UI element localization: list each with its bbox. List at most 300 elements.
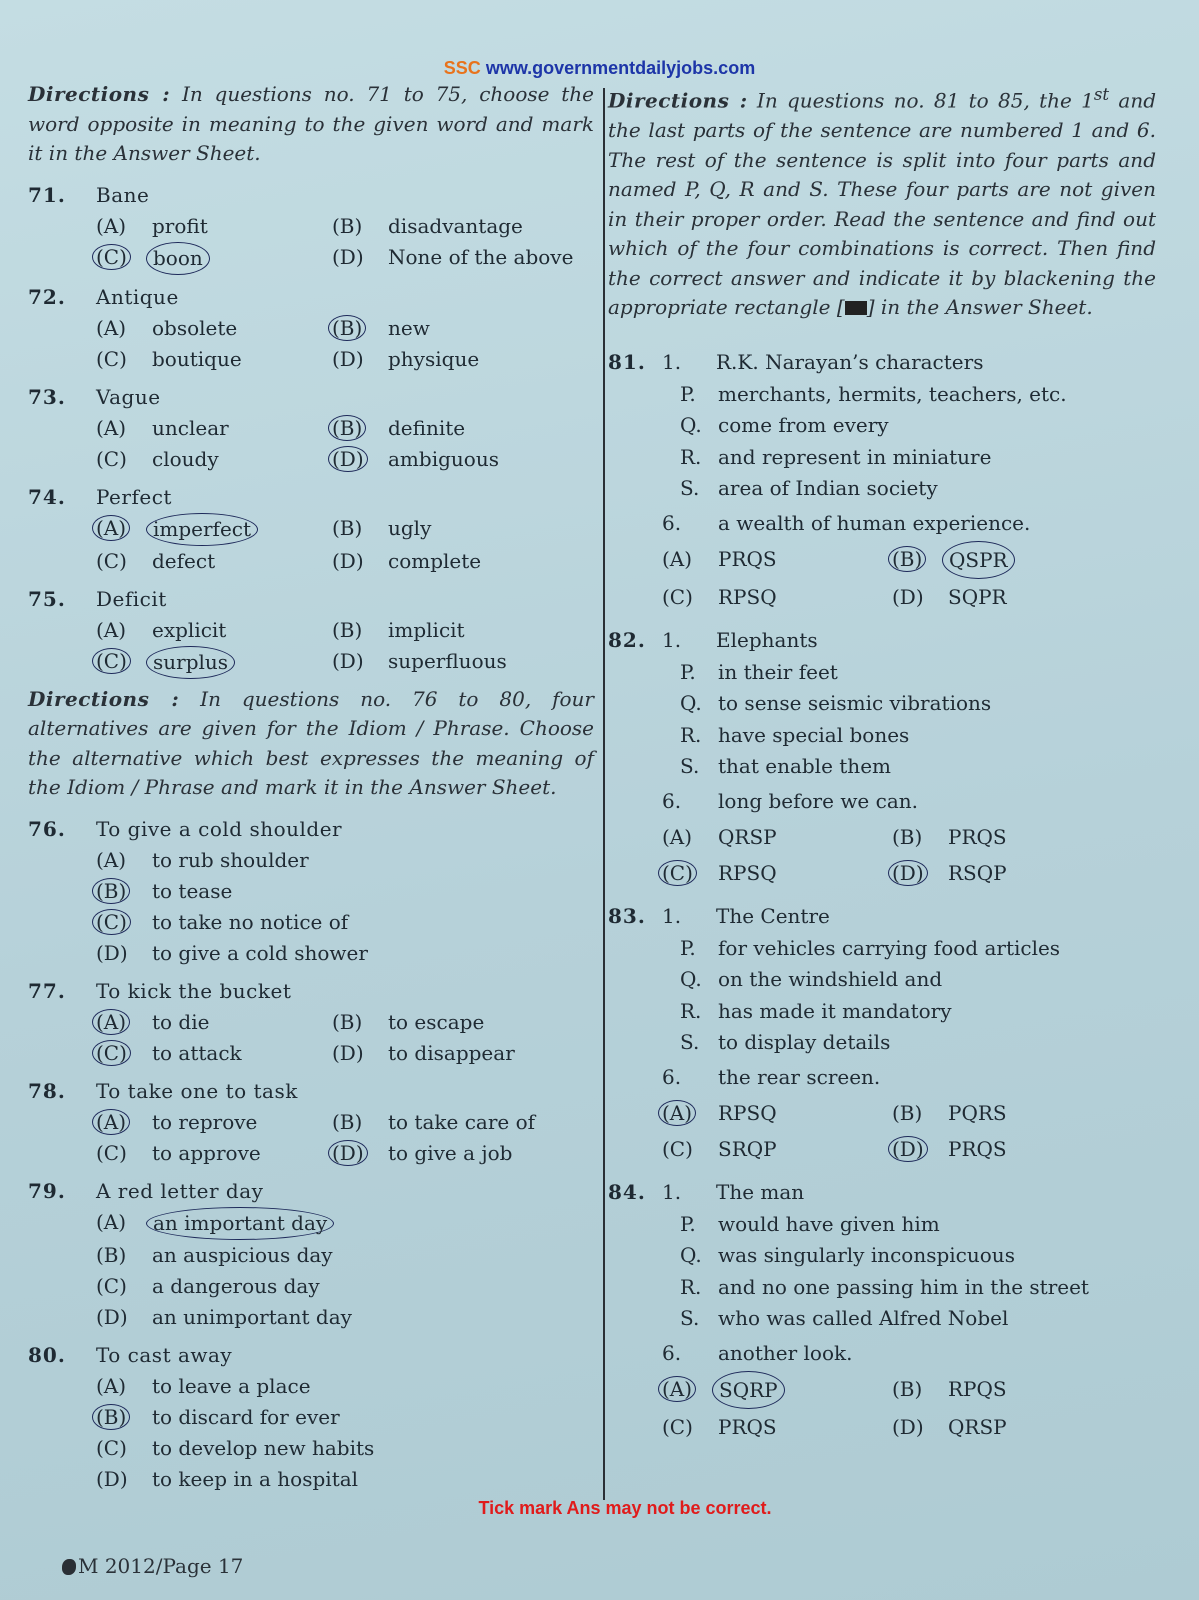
option-text: to tease (152, 878, 233, 903)
part-p (680, 657, 1156, 689)
question-83 (608, 899, 1156, 1167)
question-word: Perfect (96, 484, 172, 509)
option-text: defect (152, 548, 216, 573)
question-number: 81. (608, 349, 646, 374)
option-label (96, 907, 152, 938)
option-b[interactable] (332, 313, 594, 344)
option-label (96, 513, 152, 546)
option-c[interactable] (96, 907, 594, 938)
option-label: (C) (96, 1435, 127, 1460)
pen-circle-mark: (C) (92, 648, 131, 674)
option-label: (B) (96, 1242, 127, 1267)
option-text: to take no notice of (152, 909, 349, 934)
pen-circle-mark: (A) (658, 1376, 696, 1402)
option-label (332, 1138, 388, 1169)
option-label: (A) (96, 1373, 127, 1398)
part-label: R. (680, 722, 702, 747)
part-one-label: 1. (662, 627, 682, 652)
part-label: Q. (680, 967, 702, 992)
option-label: (D) (332, 244, 364, 269)
option-c[interactable] (96, 1271, 594, 1302)
part-label: Q. (680, 413, 702, 438)
option-label: (A) (96, 415, 127, 440)
pen-circle-mark: (C) (92, 244, 131, 270)
option-label: (C) (96, 346, 127, 371)
directions-lead: Directions : (608, 88, 748, 113)
part-q (680, 410, 1156, 442)
option-label (96, 1007, 152, 1038)
pen-circle-mark: (A) (92, 1009, 130, 1035)
option-a[interactable] (96, 1207, 594, 1240)
option-text: implicit (388, 617, 465, 642)
option-label: (A) (662, 824, 693, 849)
option-a[interactable] (662, 819, 892, 855)
option-label: (A) (96, 1209, 127, 1234)
part-p (680, 1209, 1156, 1241)
option-label: (A) (96, 315, 127, 340)
header-ssc: SSC (443, 58, 481, 78)
part-text: to display details (718, 1030, 891, 1055)
right-column (608, 80, 1156, 1453)
option-a[interactable] (96, 413, 332, 444)
directions-lead: Directions : (28, 82, 171, 106)
part-text: long before we can. (718, 788, 918, 813)
part-text: who was called Alfred Nobel (718, 1306, 1009, 1331)
option-text: PQRS (948, 1100, 1007, 1125)
option-text: RPSQ (718, 860, 777, 885)
option-text: RPQS (948, 1376, 1007, 1401)
part-q (680, 1240, 1156, 1272)
option-text: to die (152, 1009, 210, 1034)
option-text: to leave a place (152, 1373, 311, 1398)
option-c[interactable] (662, 855, 892, 891)
option-text: superfluous (388, 648, 507, 673)
directions-text: In questions no. 76 to 80, four alternatives are given for the Idiom / Phrase. Choose the alternative which best expresses the meaning of the Idiom / Phrase and mark it in the Answer Sheet. (28, 686, 594, 799)
option-c[interactable] (96, 444, 332, 475)
question-number: 80. (28, 1342, 66, 1367)
part-one-text: Elephants (716, 627, 818, 652)
option-text: to develop new habits (152, 1435, 375, 1460)
option-label (332, 444, 388, 475)
option-label: (D) (892, 1414, 924, 1439)
option-label (892, 1131, 948, 1167)
option-b[interactable] (892, 1095, 1156, 1131)
option-text: complete (388, 548, 482, 573)
antonym-questions (28, 179, 594, 679)
option-label: (B) (332, 1109, 363, 1134)
option-a[interactable] (96, 211, 332, 242)
option-label: (B) (332, 515, 363, 540)
part-q (680, 964, 1156, 996)
page-number (62, 1554, 243, 1578)
option-text: PRQS (948, 1136, 1007, 1161)
part-label: Q. (680, 691, 702, 716)
question-76 (28, 813, 594, 969)
option-d[interactable] (332, 444, 594, 475)
directions-sentence-order (608, 80, 1156, 323)
option-text: PRQS (718, 546, 777, 571)
option-text: definite (388, 415, 466, 440)
option-b[interactable] (96, 1402, 594, 1433)
option-d[interactable] (892, 579, 1156, 615)
option-text: explicit (152, 617, 227, 642)
directions-text-a: In questions no. 81 to 85, the 1 (747, 88, 1094, 113)
part-label: R. (680, 444, 702, 469)
part-text: area of Indian society (718, 476, 938, 501)
option-label: (B) (332, 1009, 363, 1034)
part-label: S. (680, 476, 700, 501)
idiom-questions (28, 813, 594, 1495)
question-word: Bane (96, 182, 150, 207)
option-d[interactable] (96, 1464, 594, 1495)
question-79 (28, 1175, 594, 1333)
pen-circle-mark: (B) (328, 415, 366, 441)
option-label: (A) (96, 847, 127, 872)
part-one-text: The Centre (716, 903, 830, 928)
question-75 (28, 583, 594, 679)
option-text: to escape (388, 1009, 485, 1034)
question-number: 71. (28, 182, 66, 207)
option-b[interactable] (96, 1240, 594, 1271)
part-one-label: 1. (662, 349, 682, 374)
option-text: None of the above (388, 244, 574, 269)
part-r (680, 720, 1156, 752)
part-label: S. (680, 1030, 700, 1055)
question-number: 77. (28, 978, 66, 1003)
option-label (96, 1402, 152, 1433)
part-text: was singularly inconspicuous (718, 1243, 1015, 1268)
option-c[interactable] (96, 1038, 332, 1069)
part-text: and represent in miniature (718, 444, 992, 469)
site-header (0, 58, 1199, 79)
option-label: (D) (892, 584, 924, 609)
part-label: S. (680, 754, 700, 779)
option-b[interactable] (892, 1371, 1156, 1409)
question-number: 78. (28, 1078, 66, 1103)
left-column (28, 80, 594, 1501)
option-label: (C) (662, 584, 693, 609)
option-a[interactable] (96, 1107, 332, 1138)
option-d[interactable] (892, 1131, 1156, 1167)
part-label: R. (680, 1274, 702, 1299)
option-c[interactable] (662, 1131, 892, 1167)
option-text: to rub shoulder (152, 847, 309, 872)
option-text: ambiguous (388, 446, 499, 471)
option-d[interactable] (332, 242, 594, 275)
option-text: boutique (152, 346, 242, 371)
part-text: would have given him (718, 1211, 940, 1236)
question-number: 74. (28, 484, 66, 509)
question-number: 83. (608, 903, 646, 928)
part-label: P. (680, 381, 696, 406)
part-s (680, 1027, 1156, 1059)
tick-mark-note: Tick mark Ans may not be correct. (478, 1498, 772, 1518)
question-phrase: A red letter day (96, 1178, 264, 1203)
pen-circle-mark: (C) (658, 860, 697, 886)
pen-circle-mark: (C) (92, 909, 131, 935)
option-a[interactable] (662, 1371, 892, 1409)
superscript-st: st (1093, 85, 1110, 104)
question-number: 72. (28, 284, 66, 309)
pen-circle-mark: (A) (92, 1109, 130, 1135)
question-80 (28, 1339, 594, 1495)
option-d[interactable] (332, 1038, 594, 1069)
option-b[interactable] (892, 819, 1156, 855)
option-a[interactable] (96, 845, 594, 876)
part-s (680, 473, 1156, 505)
option-label: (D) (332, 1040, 364, 1065)
option-b[interactable] (332, 211, 594, 242)
option-text: to give a cold shower (152, 940, 368, 965)
option-text: boon (146, 242, 210, 275)
part-label: S. (680, 1306, 700, 1331)
option-b[interactable] (332, 1107, 594, 1138)
option-text: obsolete (152, 315, 238, 340)
option-c[interactable] (662, 1409, 892, 1445)
option-d[interactable] (892, 1409, 1156, 1445)
question-word: Antique (96, 284, 179, 309)
option-text: imperfect (146, 513, 258, 546)
option-b[interactable] (332, 513, 594, 546)
pen-circle-mark: (D) (888, 860, 928, 886)
part-r (680, 996, 1156, 1028)
option-text: new (388, 315, 430, 340)
option-b[interactable] (892, 541, 1156, 579)
option-label (96, 646, 152, 679)
part-six (662, 783, 1156, 819)
header-site-url[interactable]: www.governmentdailyjobs.com (485, 58, 756, 78)
part-text: merchants, hermits, teachers, etc. (718, 381, 1067, 406)
option-d[interactable] (96, 1302, 594, 1333)
option-label (892, 541, 948, 579)
part-p (680, 933, 1156, 965)
part-r (680, 1272, 1156, 1304)
column-divider (603, 88, 605, 1500)
part-six (662, 1059, 1156, 1095)
part-text: another look. (718, 1340, 853, 1365)
option-c[interactable] (96, 1433, 594, 1464)
option-text: profit (152, 213, 208, 238)
option-b[interactable] (96, 876, 594, 907)
option-text: ugly (388, 515, 432, 540)
option-label: (B) (892, 1376, 923, 1401)
option-label: (B) (892, 1100, 923, 1125)
part-text: have special bones (718, 722, 910, 747)
option-d[interactable] (892, 855, 1156, 891)
question-number: 82. (608, 627, 646, 652)
part-q (680, 688, 1156, 720)
option-d[interactable] (332, 344, 594, 375)
option-d[interactable] (96, 938, 594, 969)
part-label: Q. (680, 1243, 702, 1268)
option-label: (C) (96, 548, 127, 573)
bullet-icon (62, 1559, 76, 1575)
question-number: 84. (608, 1179, 646, 1204)
question-84 (608, 1175, 1156, 1445)
part-one-label: 1. (662, 903, 682, 928)
option-a[interactable] (96, 1371, 594, 1402)
option-label (96, 876, 152, 907)
option-text: PRQS (948, 824, 1007, 849)
part-text: for vehicles carrying food articles (718, 935, 1061, 960)
option-text: disadvantage (388, 213, 523, 238)
option-text: QRSP (718, 824, 777, 849)
part-label: 6. (662, 788, 682, 813)
option-label (96, 242, 152, 275)
question-78 (28, 1075, 594, 1169)
option-a[interactable] (96, 313, 332, 344)
part-label: P. (680, 935, 696, 960)
option-text: SRQP (718, 1136, 777, 1161)
pen-circle-mark: (D) (328, 446, 368, 472)
question-phrase: To take one to task (96, 1078, 298, 1103)
option-label: (B) (332, 213, 363, 238)
option-text: cloudy (152, 446, 219, 471)
question-72 (28, 281, 594, 375)
option-text: to disappear (388, 1040, 515, 1065)
option-text: to discard for ever (152, 1404, 340, 1429)
option-text: RPSQ (718, 1100, 777, 1125)
option-c[interactable] (96, 1138, 332, 1169)
option-label: (D) (332, 346, 364, 371)
directions-antonyms (28, 80, 594, 169)
directions-idioms (28, 685, 594, 803)
option-a[interactable] (96, 615, 332, 646)
option-c[interactable] (662, 579, 892, 615)
page-number-text: M 2012/Page 17 (78, 1554, 244, 1578)
option-text: SQPR (948, 584, 1007, 609)
part-text: on the windshield and (718, 967, 943, 992)
option-label (892, 855, 948, 891)
option-c[interactable] (96, 546, 332, 577)
part-s (680, 1303, 1156, 1335)
option-a[interactable] (96, 1007, 332, 1038)
option-label (662, 855, 718, 891)
option-text: an auspicious day (152, 1242, 333, 1267)
option-text: physique (388, 346, 480, 371)
option-text: an unimportant day (152, 1304, 352, 1329)
part-text: come from every (718, 413, 889, 438)
option-text: to take care of (388, 1109, 536, 1134)
option-text: to give a job (388, 1140, 513, 1165)
part-text: to sense seismic vibrations (718, 691, 992, 716)
option-d[interactable] (332, 546, 594, 577)
part-p (680, 379, 1156, 411)
option-text: SQRP (712, 1371, 785, 1409)
part-r (680, 442, 1156, 474)
option-a[interactable] (662, 541, 892, 579)
part-text: in their feet (718, 659, 838, 684)
part-label: 6. (662, 1064, 682, 1089)
question-number: 73. (28, 384, 66, 409)
part-text: a wealth of human experience. (718, 510, 1031, 535)
pen-circle-mark: (A) (92, 515, 130, 541)
option-label: (C) (662, 1136, 693, 1161)
option-text: surplus (146, 646, 235, 679)
question-71 (28, 179, 594, 275)
part-s (680, 751, 1156, 783)
option-text: RSQP (948, 860, 1007, 885)
part-label: R. (680, 998, 702, 1023)
option-a[interactable] (96, 513, 332, 546)
option-text: a dangerous day (152, 1273, 320, 1298)
option-label: (B) (892, 824, 923, 849)
part-one-text: R.K. Narayan’s characters (716, 349, 984, 374)
pen-circle-mark: (D) (328, 1140, 368, 1166)
option-d[interactable] (332, 1138, 594, 1169)
option-text: an important day (146, 1207, 334, 1240)
pen-circle-mark: (B) (92, 1404, 130, 1430)
pen-circle-mark: (B) (92, 878, 130, 904)
part-one-label: 1. (662, 1179, 682, 1204)
option-label: (A) (96, 213, 127, 238)
part-six (662, 505, 1156, 541)
question-74 (28, 481, 594, 577)
option-c[interactable] (96, 242, 332, 275)
part-label: 6. (662, 510, 682, 535)
question-73 (28, 381, 594, 475)
option-text: unclear (152, 415, 229, 440)
pen-circle-mark: (C) (92, 1040, 131, 1066)
option-text: to keep in a hospital (152, 1466, 359, 1491)
option-b[interactable] (332, 1007, 594, 1038)
option-label: (A) (96, 617, 127, 642)
option-text: QRSP (948, 1414, 1007, 1439)
option-text: to attack (152, 1040, 242, 1065)
option-label: (D) (332, 548, 364, 573)
option-c[interactable] (96, 344, 332, 375)
option-label (96, 1038, 152, 1069)
option-label (332, 413, 388, 444)
option-label (662, 1095, 718, 1131)
directions-text-c: ] in the Answer Sheet. (866, 295, 1093, 320)
question-phrase: To give a cold shoulder (96, 816, 343, 841)
option-label (96, 1107, 152, 1138)
pen-circle-mark: (B) (888, 546, 926, 572)
question-77 (28, 975, 594, 1069)
option-label: (D) (96, 1466, 128, 1491)
pen-circle-mark: (D) (888, 1136, 928, 1162)
option-c[interactable] (96, 646, 332, 679)
pen-circle-mark: (A) (658, 1100, 696, 1126)
question-phrase: To cast away (96, 1342, 233, 1367)
option-text: RPSQ (718, 584, 777, 609)
directions-text: In questions no. 71 to 75, choose the word opposite in meaning to the given word and mark it in the Answer Sheet. (28, 82, 595, 165)
directions-text-b: and the last parts of the sentence are numbered 1 and 6. The rest of the sentence is split into four parts and named P, Q, R and S. These four parts are not given in their proper order. Read the sentence and find out which of the four combinations is correct. Then find the correct answer and indicate it by blackening the appropriate rectangle [ (608, 88, 1157, 320)
part-label: 6. (662, 1340, 682, 1365)
option-b[interactable] (332, 413, 594, 444)
option-text: to approve (152, 1140, 261, 1165)
question-81 (608, 345, 1156, 615)
part-label: P. (680, 1211, 696, 1236)
option-text: to reprove (152, 1109, 258, 1134)
question-82 (608, 623, 1156, 891)
part-six (662, 1335, 1156, 1371)
part-text: the rear screen. (718, 1064, 881, 1089)
directions-lead: Directions : (28, 686, 180, 711)
option-label: (C) (96, 1140, 127, 1165)
option-label: (B) (332, 617, 363, 642)
option-b[interactable] (332, 615, 594, 646)
part-text: and no one passing him in the street (718, 1274, 1089, 1299)
question-word: Vague (96, 384, 161, 409)
option-d[interactable] (332, 646, 594, 679)
part-label: P. (680, 659, 696, 684)
option-label: (A) (662, 546, 693, 571)
option-text: PRQS (718, 1414, 777, 1439)
option-a[interactable] (662, 1095, 892, 1131)
pen-circle-mark: (B) (328, 315, 366, 341)
